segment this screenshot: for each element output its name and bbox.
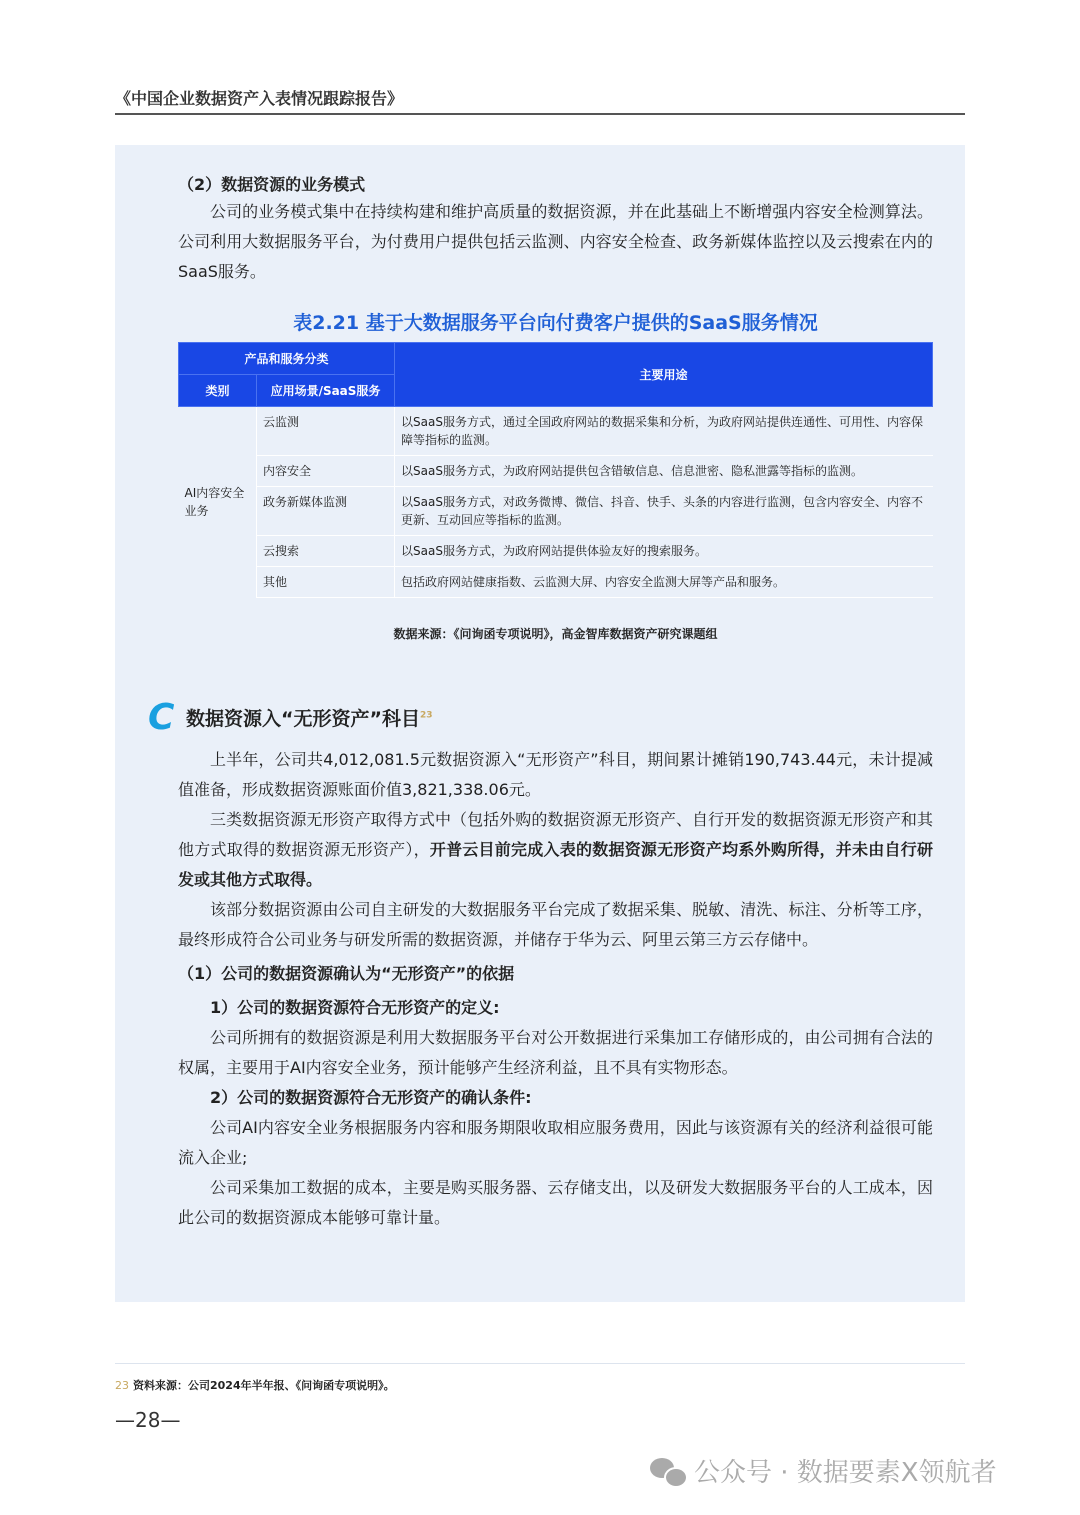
footnote-number: 23 xyxy=(115,1379,129,1392)
wechat-icon xyxy=(650,1456,688,1486)
table-row xyxy=(179,456,933,487)
usage-cell: 以SaaS服务方式，通过全国政府网站的数据采集和分析，为政府网站提供连通性、可用性、内容保障等指标的监测。 xyxy=(395,407,933,456)
table-row xyxy=(179,407,933,456)
section-heading xyxy=(148,697,433,738)
scene-cell: 云监测 xyxy=(257,407,395,456)
scene-cell: 云搜索 xyxy=(257,536,395,567)
watermark-text: 公众号 · 数据要素X领航者 xyxy=(694,1458,997,1488)
report-header-title: 《中国企业数据资产入表情况跟踪报告》 xyxy=(115,89,404,108)
paragraph: 该部分数据资源由公司自主研发的大数据服务平台完成了数据采集、脱敏、清洗、标注、分析等工序，最终形成符合公司业务与研发所需的数据资源，并储存于华为云、阿里云第三方云存储中。 xyxy=(178,900,933,949)
table-row xyxy=(179,487,933,536)
sub-heading: 1）公司的数据资源符合无形资产的定义: xyxy=(210,998,500,1017)
usage-cell: 以SaaS服务方式，对政务微博、微信、抖音、快手、头条的内容进行监测，包含内容安全、内容不更新、互动回应等指标的监测。 xyxy=(395,487,933,536)
col-usage: 主要用途 xyxy=(395,343,933,407)
category-cell: AI内容安全业务 xyxy=(184,486,245,519)
usage-cell: 以SaaS服务方式，为政府网站提供包含错敏信息、信息泄密、隐私泄露等指标的监测。 xyxy=(395,456,933,487)
paragraph: 公司的业务模式集中在持续构建和维护高质量的数据资源，并在此基础上不断增强内容安全检测算法。公司利用大数据服务平台，为付费用户提供包括云监测、内容安全检查、政务新媒体监控以及云搜索在内的SaaS服务。 xyxy=(178,202,933,281)
sub-heading: 2）公司的数据资源符合无形资产的确认条件: xyxy=(210,1088,532,1107)
col-scene: 应用场景/SaaS服务 xyxy=(257,375,395,407)
paragraph: 公司采集加工数据的成本，主要是购买服务器、云存储支出，以及研发大数据服务平台的人工成本，因此公司的数据资源成本能够可靠计量。 xyxy=(178,1178,933,1227)
subsection-heading: （1）公司的数据资源确认为“无形资产”的依据 xyxy=(178,964,515,983)
table-row xyxy=(179,567,933,598)
bold-text: 开普云目前完成入表的数据资源无形资产均系外购所得，并未由自行研发或其他方式取得。 xyxy=(178,840,933,889)
section-title: 数据资源入“无形资产”科目 xyxy=(186,708,420,730)
table-source: 数据来源：《问询函专项说明》，高金智库数据资产研究课题组 xyxy=(393,627,718,641)
paragraph xyxy=(178,805,933,895)
watermark xyxy=(650,1452,997,1489)
footnote-ref: 23 xyxy=(419,710,433,721)
scene-cell: 政务新媒体监测 xyxy=(257,487,395,536)
page-number: —28— xyxy=(115,1408,181,1432)
usage-cell: 包括政府网站健康指数、云监测大屏、内容安全监测大屏等产品和服务。 xyxy=(395,567,933,598)
col-category: 类别 xyxy=(179,375,257,407)
subsection-heading: （2）数据资源的业务模式 xyxy=(178,175,366,194)
paragraph: 公司所拥有的数据资源是利用大数据服务平台对公开数据进行采集加工存储形成的，由公司拥有合法的权属，主要用于AI内容安全业务，预计能够产生经济利益，且不具有实物形态。 xyxy=(178,1028,933,1077)
header-group: 产品和服务分类 xyxy=(179,343,395,375)
footnote xyxy=(115,1377,395,1393)
footnote-text: 资料来源：公司2024年半年报、《问询函专项说明》。 xyxy=(133,1379,395,1392)
saas-table xyxy=(178,342,933,598)
scene-cell: 内容安全 xyxy=(257,456,395,487)
footnote-divider xyxy=(115,1363,965,1364)
paragraph: 公司AI内容安全业务根据服务内容和服务期限收取相应服务费用，因此与该资源有关的经济利益很可能流入企业; xyxy=(178,1118,933,1167)
table-title: 表2.21 基于大数据服务平台向付费客户提供的SaaS服务情况 xyxy=(293,312,818,334)
table-row xyxy=(179,536,933,567)
text: 三类数据资源无形资产取得方式中（包括外购的数据资源无形资产、自行开发的数据资源无形资产和其他方式取得的数据资源无形资产）， xyxy=(178,810,933,859)
content-panel xyxy=(115,145,965,1302)
scene-cell: 其他 xyxy=(257,567,395,598)
paragraph: 上半年，公司共4,012,081.5元数据资源入“无形资产”科目，期间累计摊销190,743.44元，未计提减值准备，形成数据资源账面价值3,821,338.06元。 xyxy=(178,750,933,799)
section-c-icon: C xyxy=(148,697,175,738)
header-divider xyxy=(115,113,965,115)
usage-cell: 以SaaS服务方式，为政府网站提供体验友好的搜索服务。 xyxy=(395,536,933,567)
